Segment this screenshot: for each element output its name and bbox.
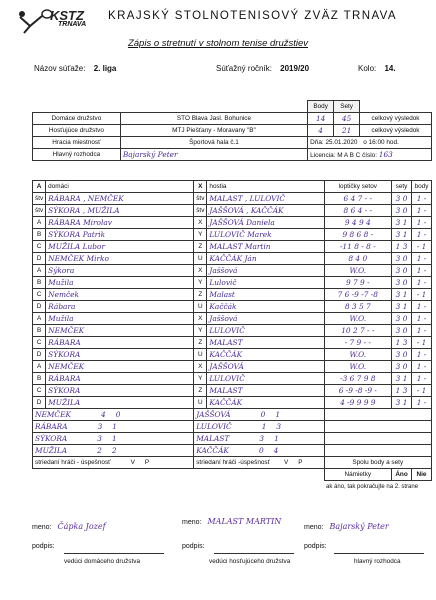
date-time-cell <box>308 137 432 149</box>
objections-spacer <box>33 469 325 481</box>
match-xcode: U <box>194 301 207 313</box>
match-points: 1 - <box>412 397 432 409</box>
match-points: - 1 <box>412 241 432 253</box>
match-balls: W.O. <box>324 349 392 361</box>
col-sety: sety <box>392 181 412 193</box>
match-xcode: X <box>194 217 207 229</box>
match-sets: 3 1 <box>392 217 412 229</box>
match-code: A <box>33 217 46 229</box>
match-xcode: U <box>194 349 207 361</box>
match-row <box>33 361 432 373</box>
match-xcode: Y <box>194 229 207 241</box>
away-summary-v: 0 <box>258 446 264 455</box>
match-home-player: Mužila <box>46 313 194 325</box>
match-points: - 1 <box>412 385 432 397</box>
sig-value: MALAST MARTIN <box>207 517 282 526</box>
match-away-player: LULOVIČ Marek <box>207 229 324 241</box>
signature-line <box>214 553 294 554</box>
home-leader-caption: vedúci domáceho družstva <box>64 558 141 565</box>
away-summary-v: 1 <box>261 422 267 431</box>
home-player-summary <box>33 421 194 433</box>
col-domaci: domáci <box>46 181 194 193</box>
match-code: B <box>33 325 46 337</box>
away-summary-name: LULOVIČ <box>196 422 232 431</box>
match-home-player: NEMČEK Mirko <box>46 253 194 265</box>
match-xcode: Z <box>194 385 207 397</box>
match-away-player: Kaččák <box>207 301 324 313</box>
continuation-row <box>33 481 432 493</box>
match-home-player: Mužila <box>46 277 194 289</box>
match-sets: 1 3 <box>392 337 412 349</box>
match-away-player: Malast <box>207 289 324 301</box>
match-balls: -11 8 - 8 - <box>324 241 392 253</box>
col-x: X <box>194 181 207 193</box>
match-code: D <box>33 397 46 409</box>
round-value: 14. <box>384 64 396 73</box>
competition-value: 2. liga <box>93 64 117 73</box>
signature-line <box>64 553 164 554</box>
match-row <box>33 253 432 265</box>
match-away-player: KAČČÁK <box>207 397 324 409</box>
match-xcode: Y <box>194 325 207 337</box>
match-balls: 9 7 9 - <box>324 277 392 289</box>
match-points: 1 - <box>412 217 432 229</box>
match-row <box>33 301 432 313</box>
objections-no: Nie <box>412 469 432 481</box>
match-away-player: MALAST <box>207 337 324 349</box>
match-xcode: Z <box>194 241 207 253</box>
match-points: 1 - <box>412 193 432 205</box>
match-balls: 8 4 0 <box>324 253 392 265</box>
sig-label: podpis: <box>32 543 55 550</box>
match-xcode: U <box>194 253 207 265</box>
match-points: 1 - <box>412 313 432 325</box>
organization-name: KRAJSKÝ STOLNOTENISOVÝ ZVÄZ TRNAVA <box>108 10 397 22</box>
away-summary-p: 1 <box>274 434 279 443</box>
home-player-summary <box>33 433 194 445</box>
page-title: Zápis o stretnutí v stolnom tenise družstiev <box>127 38 309 49</box>
match-away-player: JAŠŠOVÁ Daniela <box>207 217 324 229</box>
match-points: 1 - <box>412 253 432 265</box>
away-leader-name <box>182 517 281 526</box>
match-sets: 3 0 <box>392 349 412 361</box>
sig-value: Bajarský Peter <box>329 522 389 531</box>
player-summary-row <box>33 409 432 421</box>
home-summary-v: 3 <box>97 422 103 431</box>
sig-label: meno: <box>32 524 52 531</box>
col-sety: Sety <box>334 101 360 113</box>
match-points: 1 - <box>412 361 432 373</box>
home-body: 14 <box>308 113 334 125</box>
substitutes-header-row <box>33 457 432 469</box>
home-summary-p: 1 <box>111 434 117 443</box>
away-summary-p: 3 <box>276 422 282 431</box>
player-summary-row <box>33 445 432 457</box>
match-home-player: RÁBARA , NEMČEK <box>46 193 194 205</box>
col-a: A <box>33 181 46 193</box>
match-away-player: KAČČÁK <box>207 349 324 361</box>
match-sets: 3 1 <box>392 301 412 313</box>
match-code: C <box>33 289 46 301</box>
match-points: 1 - <box>412 277 432 289</box>
referee-signature <box>304 543 327 550</box>
match-row <box>33 385 432 397</box>
match-code: B <box>33 277 46 289</box>
summary-blank <box>324 445 431 457</box>
match-balls: 4 -9 9 9 9 <box>324 397 392 409</box>
away-p-label: P <box>298 459 303 466</box>
match-away-player: LULOVIČ <box>207 325 324 337</box>
referee-value: Bajarský Peter <box>120 149 307 161</box>
season-value: 2019/20 <box>280 64 310 73</box>
venue-label: Hracia miestnosť <box>33 137 121 149</box>
match-row <box>33 349 432 361</box>
col-body-header: body <box>412 181 432 193</box>
match-points: 1 - <box>412 325 432 337</box>
match-sets: 1 3 <box>392 241 412 253</box>
score-sheet <box>4 2 432 596</box>
table-tennis-player-icon <box>14 8 54 34</box>
match-xcode: X <box>194 313 207 325</box>
home-summary-p: 1 <box>112 422 117 431</box>
match-balls: 8 3 5 7 <box>324 301 392 313</box>
match-points: 1 - <box>412 301 432 313</box>
venue-value: Športová hala č.1 <box>120 137 307 149</box>
home-player-summary <box>33 445 194 457</box>
home-player-summary <box>33 409 194 421</box>
home-summary-v: 4 <box>101 410 106 419</box>
away-summary-name: MALAST <box>196 434 230 443</box>
license-number: 163 <box>378 150 393 159</box>
away-v-label: V <box>284 459 289 466</box>
license-number-label: číslo: <box>362 152 377 159</box>
match-xcode: Z <box>194 337 207 349</box>
home-subs-label: striedaní hráči - úspešnosť <box>35 459 111 466</box>
away-leader-caption: vedúci hosťujúceho družstva <box>209 558 291 565</box>
player-summary-row <box>33 433 432 445</box>
logo-brand: KSTZ <box>50 8 84 23</box>
match-away-player: MALAST <box>207 385 324 397</box>
match-away-player: Jaššová <box>207 313 324 325</box>
away-summary-p: 4 <box>273 446 279 455</box>
match-code: C <box>33 241 46 253</box>
away-summary-name: JAŠŠOVÁ <box>196 410 231 419</box>
away-player-summary <box>194 409 324 421</box>
match-points: 1 - <box>412 349 432 361</box>
match-home-player: RÁBARA <box>46 337 194 349</box>
match-balls: 6 4 7 - - <box>324 193 392 205</box>
match-code: D <box>33 253 46 265</box>
match-xcode: štv <box>194 193 207 205</box>
match-home-player: NEMČEK <box>46 361 194 373</box>
match-row <box>33 325 432 337</box>
match-balls: 6 -9 -8 -9 - <box>324 385 392 397</box>
col-loptcky: loptičky setov <box>324 181 392 193</box>
logo-sub: TRNAVA <box>58 21 87 28</box>
match-balls: W.O. <box>324 361 392 373</box>
match-xcode: Y <box>194 373 207 385</box>
round-label: Kolo: <box>358 64 377 73</box>
signature-line <box>334 553 424 554</box>
home-summary-name: RÁBARA <box>35 422 68 431</box>
match-xcode: Y <box>194 277 207 289</box>
season-label: Súťažný ročník: <box>216 64 272 73</box>
away-team-name: MTJ Piešťany - Moravany "B" <box>120 125 307 137</box>
season-field <box>216 64 309 73</box>
home-summary-v: 3 <box>97 434 102 443</box>
away-summary-name: KAČČÁK <box>196 446 229 455</box>
home-leader-name <box>32 522 106 531</box>
col-hostia: hostia <box>207 181 324 193</box>
date-value: 25.01.2020 <box>325 139 358 146</box>
time-value: 16:00 <box>368 139 385 146</box>
objections-row <box>33 469 432 481</box>
match-points: - 1 <box>412 337 432 349</box>
summary-blank <box>324 433 431 445</box>
match-xcode: X <box>194 265 207 277</box>
match-code: C <box>33 385 46 397</box>
player-summary-row <box>33 421 432 433</box>
away-body: 4 <box>308 125 334 137</box>
summary-blank <box>324 421 431 433</box>
away-summary-v: 3 <box>259 434 265 443</box>
match-table <box>32 180 432 493</box>
match-row <box>33 289 432 301</box>
match-code: A <box>33 313 46 325</box>
match-code: štv <box>33 193 46 205</box>
match-sets: 3 0 <box>392 325 412 337</box>
away-team-label: Hosťujúce družstvo <box>33 125 121 137</box>
match-balls: 9 8 6 8 - <box>324 229 392 241</box>
match-code: B <box>33 229 46 241</box>
match-away-player: JAŠŠOVÁ , KAČČÁK <box>207 205 324 217</box>
match-row <box>33 229 432 241</box>
home-team-name: STO Blava Jasl. Bohunice <box>120 113 307 125</box>
match-sets: 3 0 <box>392 193 412 205</box>
continuation-spacer <box>33 481 325 493</box>
match-points: - 1 <box>412 289 432 301</box>
match-home-player: SÝKORA <box>46 349 194 361</box>
match-sets: 3 0 <box>392 205 412 217</box>
match-sets: 1 3 <box>392 385 412 397</box>
home-p-label: P <box>144 459 150 466</box>
match-points: 1 - <box>412 229 432 241</box>
away-sety: 21 <box>334 125 360 137</box>
match-code: B <box>33 373 46 385</box>
objections-yes: Áno <box>392 469 412 481</box>
away-summary-p: 1 <box>275 410 281 419</box>
match-row <box>33 313 432 325</box>
home-summary-p: 2 <box>111 446 117 455</box>
home-result-label: celkový výsledok <box>360 113 432 125</box>
time-suffix: hod. <box>386 139 399 146</box>
match-row <box>33 217 432 229</box>
home-v-label: V <box>130 459 135 466</box>
match-home-player: MUŽILA Lubor <box>46 241 194 253</box>
match-balls: 7 6 -9 -7 -8 <box>324 289 392 301</box>
match-balls: 8 6 4 - - <box>324 205 392 217</box>
match-sets: 3 0 <box>392 253 412 265</box>
home-summary-name: MUŽILA <box>35 446 68 455</box>
referee-label: Hlavný rozhodca <box>33 149 121 161</box>
summary-blank <box>324 409 431 421</box>
match-row <box>33 373 432 385</box>
match-row <box>33 337 432 349</box>
match-home-player: Rábara <box>46 301 194 313</box>
match-row <box>33 205 432 217</box>
sig-label: meno: <box>182 519 202 526</box>
match-away-player: LULOVIČ <box>207 373 324 385</box>
away-subs-label: striedaní hráči -úspešnosť <box>196 459 271 466</box>
match-balls: 9 4 9 4 <box>324 217 392 229</box>
match-xcode: U <box>194 397 207 409</box>
match-points: 1 - <box>412 205 432 217</box>
match-balls: W.O. <box>324 313 392 325</box>
license-cell <box>308 149 432 161</box>
home-summary-v: 2 <box>97 446 102 455</box>
referee-caption: hlavný rozhodca <box>354 558 401 565</box>
match-points: 1 - <box>412 373 432 385</box>
match-row <box>33 397 432 409</box>
match-code: D <box>33 301 46 313</box>
home-summary-p: 0 <box>115 410 121 419</box>
match-balls: W.O. <box>324 265 392 277</box>
match-away-player: Lulovič <box>207 277 324 289</box>
home-summary-name: SÝKORA <box>35 434 68 443</box>
match-away-player: Jaššová <box>207 265 324 277</box>
away-player-summary <box>194 445 324 457</box>
match-home-player: RÁBARA <box>46 373 194 385</box>
match-away-player: JAŠŠOVÁ <box>207 361 324 373</box>
match-row <box>33 193 432 205</box>
match-balls: -3 6 7 9 8 <box>324 373 392 385</box>
match-xcode: Z <box>194 289 207 301</box>
match-away-player: MALAST , LULOVIČ <box>207 193 324 205</box>
match-home-player: NEMČEK <box>46 325 194 337</box>
home-summary-name: NEMČEK <box>35 410 72 419</box>
away-leader-signature <box>182 543 205 550</box>
away-player-summary <box>194 421 324 433</box>
sig-label: podpis: <box>182 543 205 550</box>
match-away-player: MALAST Martin <box>207 241 324 253</box>
away-summary-v: 0 <box>260 410 266 419</box>
team-result-table <box>32 100 432 161</box>
match-sets: 3 0 <box>392 277 412 289</box>
match-points: 1 - <box>412 265 432 277</box>
match-home-player: SÝKORA <box>46 385 194 397</box>
match-code: štv <box>33 205 46 217</box>
continuation-note: ak áno, tak pokračujte na 2. strane <box>326 483 419 490</box>
sig-label: podpis: <box>304 543 327 550</box>
match-home-player: MUŽILA <box>46 397 194 409</box>
sig-value: Čápka Jozef <box>57 522 106 531</box>
sig-label: meno: <box>304 524 324 531</box>
license-label: Licencia: <box>310 152 336 159</box>
match-xcode: štv <box>194 205 207 217</box>
match-sets: 3 0 <box>392 265 412 277</box>
match-sets: 3 1 <box>392 397 412 409</box>
match-balls: 10 2 7 - - <box>324 325 392 337</box>
match-balls: - 7 9 - - <box>324 337 392 349</box>
match-code: C <box>33 337 46 349</box>
match-sets: 3 0 <box>392 313 412 325</box>
match-row <box>33 265 432 277</box>
away-player-summary <box>194 433 324 445</box>
objections-label: Námietky <box>324 469 392 481</box>
col-body: Body <box>308 101 334 113</box>
kstz-logo <box>14 8 96 34</box>
competition-field <box>34 64 116 73</box>
time-prefix: o <box>363 139 367 146</box>
match-code: D <box>33 349 46 361</box>
away-result-label: celkový výsledok <box>360 125 432 137</box>
match-home-player: RÁBARA Mirolav <box>46 217 194 229</box>
match-row <box>33 241 432 253</box>
away-subs-label-cell <box>194 457 324 469</box>
match-sets: 3 1 <box>392 373 412 385</box>
home-leader-signature <box>32 543 55 550</box>
match-sets: 3 1 <box>392 229 412 241</box>
match-home-player: SÝKORA , MUŽILA <box>46 205 194 217</box>
match-away-player: KAČČÁK Ján <box>207 253 324 265</box>
home-team-label: Domáce družstvo <box>33 113 121 125</box>
competition-label: Názov súťaže: <box>34 64 86 73</box>
home-subs-label-cell <box>33 457 194 469</box>
match-xcode: X <box>194 361 207 373</box>
match-sets: 3 0 <box>392 361 412 373</box>
referee-name <box>304 522 389 531</box>
total-label: Spolu body a sety <box>324 457 431 469</box>
match-sets: 3 1 <box>392 289 412 301</box>
home-sety: 45 <box>334 113 360 125</box>
match-home-player: SÝKORA Patrik <box>46 229 194 241</box>
match-row <box>33 277 432 289</box>
license-options: M A B C <box>337 152 361 159</box>
match-code: A <box>33 265 46 277</box>
match-home-player: Nemček <box>46 289 194 301</box>
match-home-player: Sýkora <box>46 265 194 277</box>
round-field <box>358 64 396 73</box>
match-code: A <box>33 361 46 373</box>
date-label: Dňa: <box>310 139 324 146</box>
